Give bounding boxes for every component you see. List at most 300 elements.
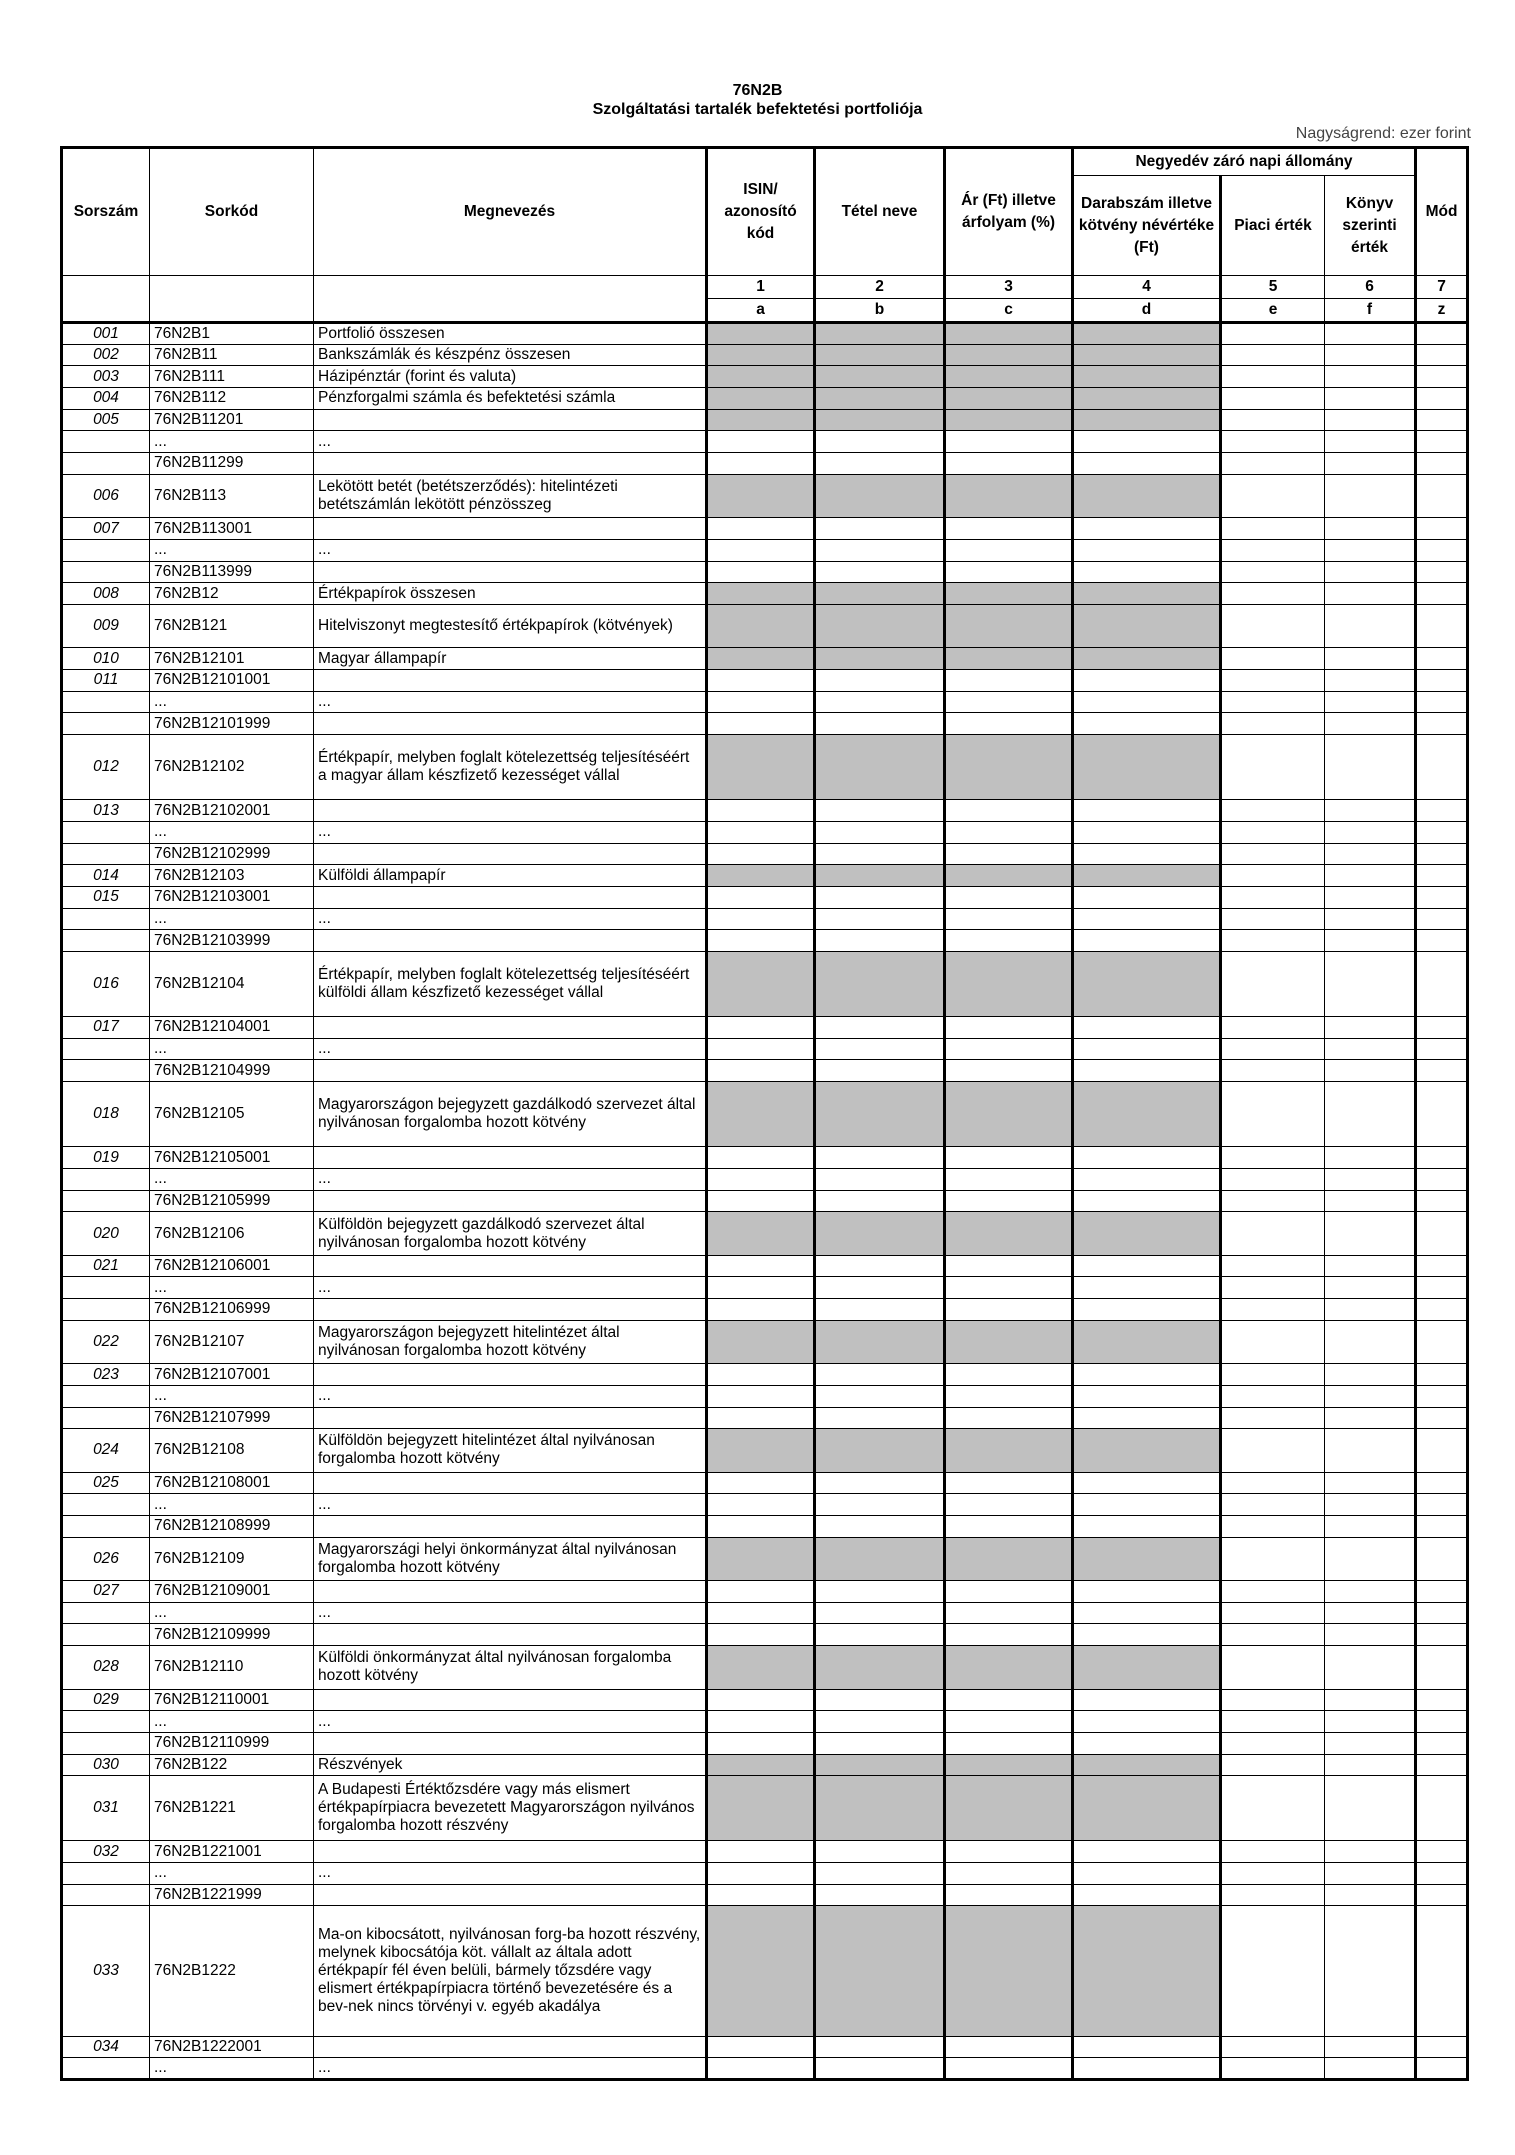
cell-ar[interactable] (945, 1515, 1073, 1537)
cell-mod[interactable] (1416, 1863, 1468, 1885)
cell-ar[interactable] (945, 843, 1073, 865)
cell-piaci-ertek[interactable] (1221, 1429, 1325, 1472)
cell-konyv-szerinti[interactable] (1325, 843, 1416, 865)
cell-tetel-neve[interactable] (815, 930, 945, 952)
cell-mod[interactable] (1416, 2058, 1468, 2080)
cell-mod[interactable] (1416, 886, 1468, 908)
cell-ar[interactable] (945, 1602, 1073, 1624)
cell-tetel-neve[interactable] (815, 800, 945, 822)
cell-mod[interactable] (1416, 1776, 1468, 1841)
cell-tetel-neve[interactable] (815, 1689, 945, 1711)
cell-mod[interactable] (1416, 865, 1468, 887)
cell-ar[interactable] (945, 2058, 1073, 2080)
cell-piaci-ertek[interactable] (1221, 1299, 1325, 1321)
cell-piaci-ertek[interactable] (1221, 1407, 1325, 1429)
cell-ar[interactable] (945, 821, 1073, 843)
cell-tetel-neve[interactable] (815, 1581, 945, 1603)
cell-piaci-ertek[interactable] (1221, 1472, 1325, 1494)
cell-konyv-szerinti[interactable] (1325, 1212, 1416, 1255)
cell-piaci-ertek[interactable] (1221, 908, 1325, 930)
cell-konyv-szerinti[interactable] (1325, 583, 1416, 605)
cell-piaci-ertek[interactable] (1221, 1385, 1325, 1407)
cell-mod[interactable] (1416, 1884, 1468, 1906)
cell-konyv-szerinti[interactable] (1325, 409, 1416, 431)
cell-piaci-ertek[interactable] (1221, 691, 1325, 713)
cell-ar[interactable] (945, 2036, 1073, 2058)
cell-tetel-neve[interactable] (815, 821, 945, 843)
cell-darabszam[interactable] (1073, 518, 1221, 540)
cell-konyv-szerinti[interactable] (1325, 691, 1416, 713)
cell-konyv-szerinti[interactable] (1325, 1537, 1416, 1580)
cell-konyv-szerinti[interactable] (1325, 474, 1416, 517)
cell-piaci-ertek[interactable] (1221, 1624, 1325, 1646)
cell-piaci-ertek[interactable] (1221, 561, 1325, 583)
cell-mod[interactable] (1416, 952, 1468, 1017)
cell-piaci-ertek[interactable] (1221, 865, 1325, 887)
cell-mod[interactable] (1416, 1581, 1468, 1603)
cell-mod[interactable] (1416, 930, 1468, 952)
cell-konyv-szerinti[interactable] (1325, 952, 1416, 1017)
cell-isin[interactable] (707, 821, 815, 843)
cell-tetel-neve[interactable] (815, 539, 945, 561)
cell-isin[interactable] (707, 713, 815, 735)
cell-piaci-ertek[interactable] (1221, 1602, 1325, 1624)
cell-piaci-ertek[interactable] (1221, 670, 1325, 692)
cell-ar[interactable] (945, 1017, 1073, 1039)
cell-piaci-ertek[interactable] (1221, 323, 1325, 345)
cell-mod[interactable] (1416, 1147, 1468, 1169)
cell-isin[interactable] (707, 1515, 815, 1537)
cell-piaci-ertek[interactable] (1221, 1689, 1325, 1711)
cell-konyv-szerinti[interactable] (1325, 1754, 1416, 1776)
cell-tetel-neve[interactable] (815, 1841, 945, 1863)
cell-mod[interactable] (1416, 561, 1468, 583)
cell-konyv-szerinti[interactable] (1325, 539, 1416, 561)
cell-darabszam[interactable] (1073, 1711, 1221, 1733)
cell-ar[interactable] (945, 1472, 1073, 1494)
cell-mod[interactable] (1416, 691, 1468, 713)
cell-isin[interactable] (707, 1689, 815, 1711)
cell-ar[interactable] (945, 1407, 1073, 1429)
cell-konyv-szerinti[interactable] (1325, 1884, 1416, 1906)
cell-konyv-szerinti[interactable] (1325, 1082, 1416, 1147)
cell-mod[interactable] (1416, 474, 1468, 517)
cell-mod[interactable] (1416, 821, 1468, 843)
cell-mod[interactable] (1416, 735, 1468, 800)
cell-darabszam[interactable] (1073, 1602, 1221, 1624)
cell-piaci-ertek[interactable] (1221, 713, 1325, 735)
cell-ar[interactable] (945, 1581, 1073, 1603)
cell-mod[interactable] (1416, 388, 1468, 410)
cell-mod[interactable] (1416, 1364, 1468, 1386)
cell-konyv-szerinti[interactable] (1325, 886, 1416, 908)
cell-konyv-szerinti[interactable] (1325, 1277, 1416, 1299)
cell-tetel-neve[interactable] (815, 1711, 945, 1733)
cell-darabszam[interactable] (1073, 1299, 1221, 1321)
cell-darabszam[interactable] (1073, 1494, 1221, 1516)
cell-konyv-szerinti[interactable] (1325, 344, 1416, 366)
cell-tetel-neve[interactable] (815, 713, 945, 735)
cell-mod[interactable] (1416, 1082, 1468, 1147)
cell-darabszam[interactable] (1073, 800, 1221, 822)
cell-mod[interactable] (1416, 1168, 1468, 1190)
cell-konyv-szerinti[interactable] (1325, 1494, 1416, 1516)
cell-tetel-neve[interactable] (815, 1277, 945, 1299)
cell-ar[interactable] (945, 1277, 1073, 1299)
cell-piaci-ertek[interactable] (1221, 453, 1325, 475)
cell-ar[interactable] (945, 908, 1073, 930)
cell-isin[interactable] (707, 1385, 815, 1407)
cell-ar[interactable] (945, 1168, 1073, 1190)
cell-konyv-szerinti[interactable] (1325, 1017, 1416, 1039)
cell-darabszam[interactable] (1073, 1472, 1221, 1494)
cell-isin[interactable] (707, 1624, 815, 1646)
cell-piaci-ertek[interactable] (1221, 518, 1325, 540)
cell-tetel-neve[interactable] (815, 1038, 945, 1060)
cell-tetel-neve[interactable] (815, 1602, 945, 1624)
cell-piaci-ertek[interactable] (1221, 539, 1325, 561)
cell-mod[interactable] (1416, 1212, 1468, 1255)
cell-tetel-neve[interactable] (815, 1884, 945, 1906)
cell-mod[interactable] (1416, 1841, 1468, 1863)
cell-ar[interactable] (945, 1711, 1073, 1733)
cell-konyv-szerinti[interactable] (1325, 821, 1416, 843)
cell-piaci-ertek[interactable] (1221, 1147, 1325, 1169)
cell-konyv-szerinti[interactable] (1325, 1863, 1416, 1885)
cell-piaci-ertek[interactable] (1221, 431, 1325, 453)
cell-konyv-szerinti[interactable] (1325, 1711, 1416, 1733)
cell-ar[interactable] (945, 691, 1073, 713)
cell-tetel-neve[interactable] (815, 2036, 945, 2058)
cell-konyv-szerinti[interactable] (1325, 1060, 1416, 1082)
cell-konyv-szerinti[interactable] (1325, 1190, 1416, 1212)
cell-piaci-ertek[interactable] (1221, 344, 1325, 366)
cell-isin[interactable] (707, 561, 815, 583)
cell-tetel-neve[interactable] (815, 1190, 945, 1212)
cell-konyv-szerinti[interactable] (1325, 518, 1416, 540)
cell-ar[interactable] (945, 1038, 1073, 1060)
cell-isin[interactable] (707, 1732, 815, 1754)
cell-mod[interactable] (1416, 1646, 1468, 1689)
cell-mod[interactable] (1416, 1602, 1468, 1624)
cell-konyv-szerinti[interactable] (1325, 908, 1416, 930)
cell-mod[interactable] (1416, 670, 1468, 692)
cell-isin[interactable] (707, 886, 815, 908)
cell-piaci-ertek[interactable] (1221, 648, 1325, 670)
cell-mod[interactable] (1416, 2036, 1468, 2058)
cell-mod[interactable] (1416, 409, 1468, 431)
cell-konyv-szerinti[interactable] (1325, 1407, 1416, 1429)
cell-piaci-ertek[interactable] (1221, 821, 1325, 843)
cell-piaci-ertek[interactable] (1221, 1581, 1325, 1603)
cell-konyv-szerinti[interactable] (1325, 1906, 1416, 2036)
cell-isin[interactable] (707, 1407, 815, 1429)
cell-isin[interactable] (707, 908, 815, 930)
cell-darabszam[interactable] (1073, 908, 1221, 930)
cell-tetel-neve[interactable] (815, 1624, 945, 1646)
cell-isin[interactable] (707, 1060, 815, 1082)
cell-mod[interactable] (1416, 1277, 1468, 1299)
cell-mod[interactable] (1416, 1038, 1468, 1060)
cell-darabszam[interactable] (1073, 1147, 1221, 1169)
cell-darabszam[interactable] (1073, 713, 1221, 735)
cell-tetel-neve[interactable] (815, 1147, 945, 1169)
cell-konyv-szerinti[interactable] (1325, 1602, 1416, 1624)
cell-piaci-ertek[interactable] (1221, 388, 1325, 410)
cell-darabszam[interactable] (1073, 1190, 1221, 1212)
cell-darabszam[interactable] (1073, 1407, 1221, 1429)
cell-mod[interactable] (1416, 908, 1468, 930)
cell-piaci-ertek[interactable] (1221, 1711, 1325, 1733)
cell-tetel-neve[interactable] (815, 1060, 945, 1082)
cell-ar[interactable] (945, 518, 1073, 540)
cell-darabszam[interactable] (1073, 1515, 1221, 1537)
cell-piaci-ertek[interactable] (1221, 366, 1325, 388)
cell-darabszam[interactable] (1073, 1385, 1221, 1407)
cell-isin[interactable] (707, 539, 815, 561)
cell-isin[interactable] (707, 518, 815, 540)
cell-konyv-szerinti[interactable] (1325, 431, 1416, 453)
cell-ar[interactable] (945, 431, 1073, 453)
cell-tetel-neve[interactable] (815, 670, 945, 692)
cell-piaci-ertek[interactable] (1221, 1537, 1325, 1580)
cell-ar[interactable] (945, 453, 1073, 475)
cell-darabszam[interactable] (1073, 886, 1221, 908)
cell-darabszam[interactable] (1073, 431, 1221, 453)
cell-ar[interactable] (945, 1863, 1073, 1885)
cell-konyv-szerinti[interactable] (1325, 1429, 1416, 1472)
cell-piaci-ertek[interactable] (1221, 604, 1325, 647)
cell-piaci-ertek[interactable] (1221, 930, 1325, 952)
cell-darabszam[interactable] (1073, 2036, 1221, 2058)
cell-konyv-szerinti[interactable] (1325, 1581, 1416, 1603)
cell-tetel-neve[interactable] (815, 1407, 945, 1429)
cell-piaci-ertek[interactable] (1221, 583, 1325, 605)
cell-darabszam[interactable] (1073, 1017, 1221, 1039)
cell-darabszam[interactable] (1073, 1255, 1221, 1277)
cell-konyv-szerinti[interactable] (1325, 1646, 1416, 1689)
cell-tetel-neve[interactable] (815, 518, 945, 540)
cell-mod[interactable] (1416, 1060, 1468, 1082)
cell-konyv-szerinti[interactable] (1325, 2036, 1416, 2058)
cell-mod[interactable] (1416, 800, 1468, 822)
cell-tetel-neve[interactable] (815, 453, 945, 475)
cell-mod[interactable] (1416, 1190, 1468, 1212)
cell-isin[interactable] (707, 1147, 815, 1169)
cell-isin[interactable] (707, 691, 815, 713)
cell-konyv-szerinti[interactable] (1325, 713, 1416, 735)
cell-piaci-ertek[interactable] (1221, 1494, 1325, 1516)
cell-darabszam[interactable] (1073, 1624, 1221, 1646)
cell-ar[interactable] (945, 539, 1073, 561)
cell-piaci-ertek[interactable] (1221, 1754, 1325, 1776)
cell-piaci-ertek[interactable] (1221, 1038, 1325, 1060)
cell-mod[interactable] (1416, 539, 1468, 561)
cell-mod[interactable] (1416, 1906, 1468, 2036)
cell-konyv-szerinti[interactable] (1325, 1515, 1416, 1537)
cell-konyv-szerinti[interactable] (1325, 453, 1416, 475)
cell-ar[interactable] (945, 1255, 1073, 1277)
cell-konyv-szerinti[interactable] (1325, 1364, 1416, 1386)
cell-piaci-ertek[interactable] (1221, 1017, 1325, 1039)
cell-isin[interactable] (707, 1863, 815, 1885)
cell-tetel-neve[interactable] (815, 1385, 945, 1407)
cell-isin[interactable] (707, 453, 815, 475)
cell-piaci-ertek[interactable] (1221, 2058, 1325, 2080)
cell-tetel-neve[interactable] (815, 1168, 945, 1190)
cell-isin[interactable] (707, 1299, 815, 1321)
cell-isin[interactable] (707, 2036, 815, 2058)
cell-isin[interactable] (707, 800, 815, 822)
cell-isin[interactable] (707, 1602, 815, 1624)
cell-darabszam[interactable] (1073, 670, 1221, 692)
cell-isin[interactable] (707, 1168, 815, 1190)
cell-ar[interactable] (945, 800, 1073, 822)
cell-piaci-ertek[interactable] (1221, 1168, 1325, 1190)
cell-piaci-ertek[interactable] (1221, 1212, 1325, 1255)
cell-tetel-neve[interactable] (815, 1364, 945, 1386)
cell-konyv-szerinti[interactable] (1325, 1299, 1416, 1321)
cell-mod[interactable] (1416, 713, 1468, 735)
cell-konyv-szerinti[interactable] (1325, 561, 1416, 583)
cell-mod[interactable] (1416, 1494, 1468, 1516)
cell-darabszam[interactable] (1073, 821, 1221, 843)
cell-piaci-ertek[interactable] (1221, 1255, 1325, 1277)
cell-isin[interactable] (707, 1711, 815, 1733)
cell-ar[interactable] (945, 1364, 1073, 1386)
cell-piaci-ertek[interactable] (1221, 1060, 1325, 1082)
cell-mod[interactable] (1416, 1711, 1468, 1733)
cell-mod[interactable] (1416, 518, 1468, 540)
cell-konyv-szerinti[interactable] (1325, 1472, 1416, 1494)
cell-mod[interactable] (1416, 1299, 1468, 1321)
cell-ar[interactable] (945, 930, 1073, 952)
cell-darabszam[interactable] (1073, 1689, 1221, 1711)
cell-tetel-neve[interactable] (815, 1515, 945, 1537)
cell-konyv-szerinti[interactable] (1325, 1841, 1416, 1863)
cell-konyv-szerinti[interactable] (1325, 735, 1416, 800)
cell-darabszam[interactable] (1073, 539, 1221, 561)
cell-konyv-szerinti[interactable] (1325, 670, 1416, 692)
cell-darabszam[interactable] (1073, 561, 1221, 583)
cell-mod[interactable] (1416, 453, 1468, 475)
cell-mod[interactable] (1416, 604, 1468, 647)
cell-darabszam[interactable] (1073, 930, 1221, 952)
cell-isin[interactable] (707, 1038, 815, 1060)
cell-piaci-ertek[interactable] (1221, 1082, 1325, 1147)
cell-piaci-ertek[interactable] (1221, 2036, 1325, 2058)
cell-darabszam[interactable] (1073, 691, 1221, 713)
cell-piaci-ertek[interactable] (1221, 409, 1325, 431)
cell-darabszam[interactable] (1073, 1863, 1221, 1885)
cell-piaci-ertek[interactable] (1221, 1277, 1325, 1299)
cell-konyv-szerinti[interactable] (1325, 800, 1416, 822)
cell-darabszam[interactable] (1073, 843, 1221, 865)
cell-piaci-ertek[interactable] (1221, 843, 1325, 865)
cell-mod[interactable] (1416, 1689, 1468, 1711)
cell-darabszam[interactable] (1073, 453, 1221, 475)
cell-piaci-ertek[interactable] (1221, 1190, 1325, 1212)
cell-mod[interactable] (1416, 1320, 1468, 1363)
cell-mod[interactable] (1416, 1017, 1468, 1039)
cell-tetel-neve[interactable] (815, 1299, 945, 1321)
cell-konyv-szerinti[interactable] (1325, 1168, 1416, 1190)
cell-piaci-ertek[interactable] (1221, 886, 1325, 908)
cell-piaci-ertek[interactable] (1221, 1364, 1325, 1386)
cell-isin[interactable] (707, 2058, 815, 2080)
cell-mod[interactable] (1416, 1472, 1468, 1494)
cell-darabszam[interactable] (1073, 2058, 1221, 2080)
cell-konyv-szerinti[interactable] (1325, 2058, 1416, 2080)
cell-piaci-ertek[interactable] (1221, 1732, 1325, 1754)
cell-piaci-ertek[interactable] (1221, 1841, 1325, 1863)
cell-ar[interactable] (945, 1624, 1073, 1646)
cell-konyv-szerinti[interactable] (1325, 1385, 1416, 1407)
cell-konyv-szerinti[interactable] (1325, 1147, 1416, 1169)
cell-piaci-ertek[interactable] (1221, 735, 1325, 800)
cell-isin[interactable] (707, 1277, 815, 1299)
cell-isin[interactable] (707, 930, 815, 952)
cell-darabszam[interactable] (1073, 1841, 1221, 1863)
cell-tetel-neve[interactable] (815, 1732, 945, 1754)
cell-konyv-szerinti[interactable] (1325, 604, 1416, 647)
cell-piaci-ertek[interactable] (1221, 1906, 1325, 2036)
cell-konyv-szerinti[interactable] (1325, 388, 1416, 410)
cell-piaci-ertek[interactable] (1221, 800, 1325, 822)
cell-ar[interactable] (945, 1841, 1073, 1863)
cell-mod[interactable] (1416, 1732, 1468, 1754)
cell-isin[interactable] (707, 1190, 815, 1212)
cell-ar[interactable] (945, 1689, 1073, 1711)
cell-tetel-neve[interactable] (815, 1472, 945, 1494)
cell-mod[interactable] (1416, 344, 1468, 366)
cell-tetel-neve[interactable] (815, 908, 945, 930)
cell-mod[interactable] (1416, 323, 1468, 345)
cell-konyv-szerinti[interactable] (1325, 323, 1416, 345)
cell-isin[interactable] (707, 1255, 815, 1277)
cell-ar[interactable] (945, 886, 1073, 908)
cell-tetel-neve[interactable] (815, 561, 945, 583)
cell-piaci-ertek[interactable] (1221, 952, 1325, 1017)
cell-darabszam[interactable] (1073, 1277, 1221, 1299)
cell-konyv-szerinti[interactable] (1325, 1776, 1416, 1841)
cell-konyv-szerinti[interactable] (1325, 1038, 1416, 1060)
cell-mod[interactable] (1416, 1624, 1468, 1646)
cell-mod[interactable] (1416, 1255, 1468, 1277)
cell-mod[interactable] (1416, 648, 1468, 670)
cell-darabszam[interactable] (1073, 1884, 1221, 1906)
cell-konyv-szerinti[interactable] (1325, 930, 1416, 952)
cell-tetel-neve[interactable] (815, 1017, 945, 1039)
cell-mod[interactable] (1416, 1754, 1468, 1776)
cell-isin[interactable] (707, 670, 815, 692)
cell-konyv-szerinti[interactable] (1325, 1320, 1416, 1363)
cell-darabszam[interactable] (1073, 1732, 1221, 1754)
cell-ar[interactable] (945, 1060, 1073, 1082)
cell-mod[interactable] (1416, 431, 1468, 453)
cell-ar[interactable] (945, 1732, 1073, 1754)
cell-mod[interactable] (1416, 1515, 1468, 1537)
cell-darabszam[interactable] (1073, 1168, 1221, 1190)
cell-ar[interactable] (945, 1190, 1073, 1212)
cell-konyv-szerinti[interactable] (1325, 648, 1416, 670)
cell-konyv-szerinti[interactable] (1325, 366, 1416, 388)
cell-mod[interactable] (1416, 583, 1468, 605)
cell-isin[interactable] (707, 1494, 815, 1516)
cell-isin[interactable] (707, 1581, 815, 1603)
cell-isin[interactable] (707, 1472, 815, 1494)
cell-darabszam[interactable] (1073, 1038, 1221, 1060)
